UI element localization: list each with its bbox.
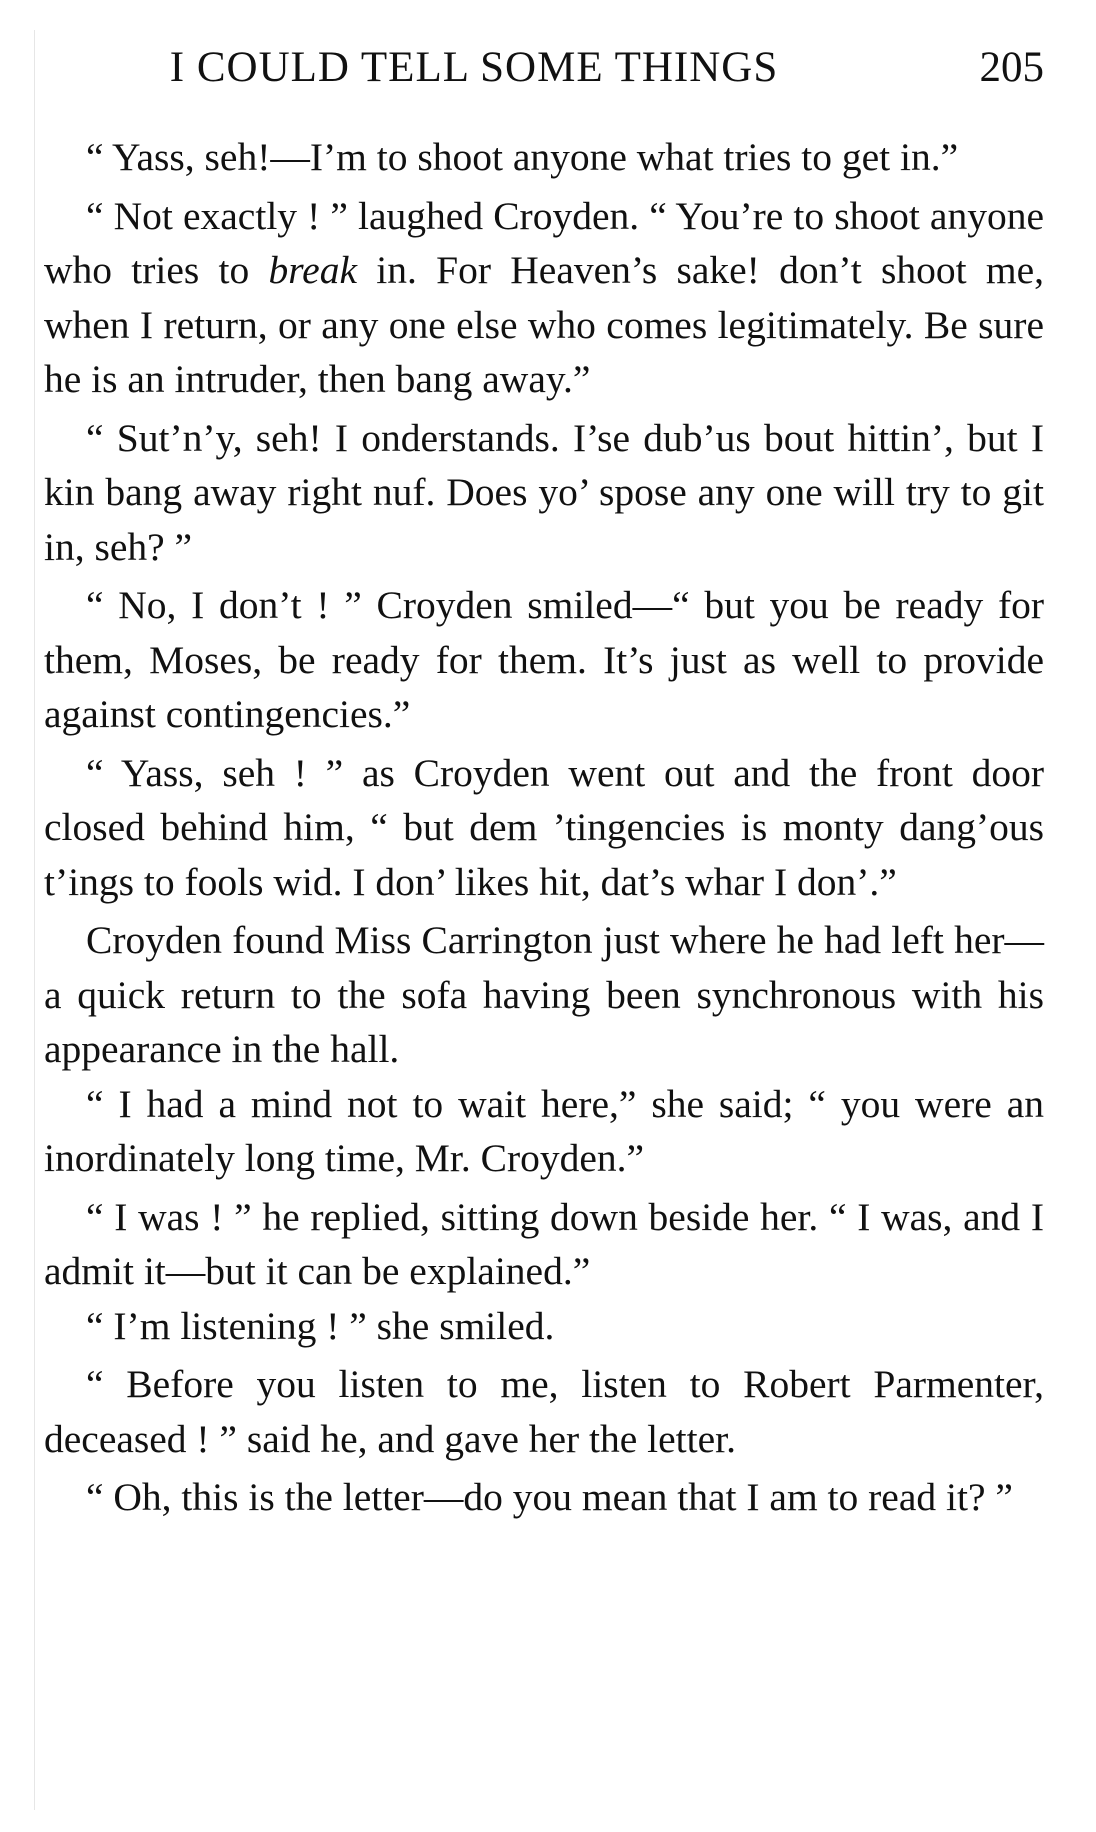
running-title: I COULD TELL SOME THINGS: [169, 44, 779, 91]
paragraph-text: in. For Heaven’s sake! don’t shoot me, when I return, or any one else who comes legitimately. Be sure he is an intruder, then bang away.”: [44, 248, 1044, 401]
paragraph: “ I was ! ” he replied, sitting down beside her. “ I was, and I admit it—but it can be explained.”: [44, 1194, 1044, 1293]
paragraph: Croyden found Miss Carrington just where he had left her—a quick return to the sofa having been synchronous with his appearance in the hall.: [44, 918, 1044, 1071]
paragraph: “ Yass, seh!—I’m to shoot anyone what tries to get in.”: [86, 135, 959, 179]
paragraph: “ Oh, this is the letter—do you mean that I am to read it? ”: [86, 1475, 1013, 1519]
running-head: [44, 38, 1044, 98]
paragraph: “ I’m listening ! ” she smiled.: [86, 1303, 555, 1348]
paragraph: “ Yass, seh ! ” as Croyden went out and the front door closed behind him, “ but dem ’tingencies is monty dang’ous t’ings to fools wid. I don’ likes hit, dat’s whar I don’.”: [44, 750, 1044, 904]
paragraph: “ No, I don’t ! ” Croyden smiled—“ but you be ready for them, Moses, be ready for them. It’s just as well to provide against contingencies.”: [44, 583, 1044, 736]
paragraph: “ I had a mind not to wait here,” she said; “ you were an inordinately long time, Mr. Croyden.”: [44, 1081, 1044, 1180]
page-edge-shadow: [34, 30, 35, 1810]
page-number: 205: [979, 44, 1044, 91]
italic-word: break: [268, 248, 358, 292]
paragraph: “ Before you listen to me, listen to Robert Parmenter, deceased ! ” said he, and gave her the letter.: [44, 1362, 1044, 1461]
paragraph: “ Sut’n’y, seh! I onderstands. I’se dub’us bout hittin’, but I kin bang away right nuf. Does yo’ spose any one will try to git in, seh? ”: [44, 415, 1044, 569]
paragraph-text: “ Not exactly ! ” laughed Croyden. “ You’re to shoot anyone who tries to: [44, 193, 1044, 292]
body-text: [44, 130, 1044, 1525]
paragraph: [44, 189, 1044, 407]
